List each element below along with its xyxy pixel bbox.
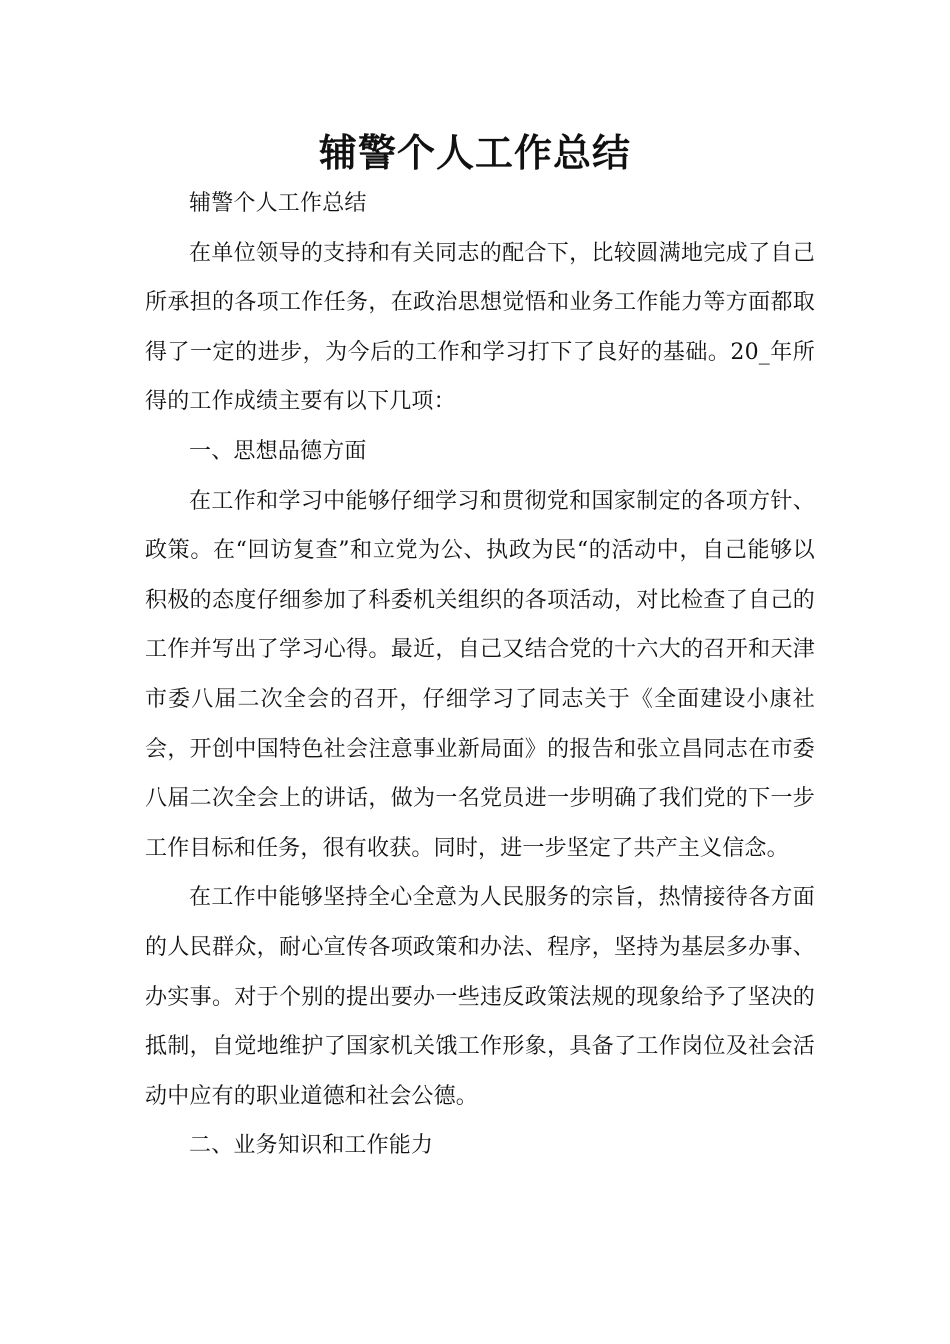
paragraph-subtitle: 辅警个人工作总结 <box>189 191 367 216</box>
paragraph-service: 在工作中能够坚持全心全意为人民服务的宗旨，热情接待各方面的人民群众，耐心宣传各项政策和办法、程序，坚持为基层多办事、办实事。对于个别的提出要办一些违反政策法规的现象给予了坚决的抵制，自觉地维护了国家机关饿工作形象，具备了工作岗位及社会活动中应有的职业道德和社会公德。 <box>145 885 815 1109</box>
section-heading-2: 二、业务知识和工作能力 <box>189 1133 434 1159</box>
document-body <box>145 179 815 1171</box>
paragraph-ideology: 在工作和学习中能够仔细学习和贯彻党和国家制定的各项方针、政策。在“回访复查”和立党为公、执政为民“的活动中，自己能够以积极的态度仔细参加了科委机关组织的各项活动，对比检查了自己的工作并写出了学习心得。最近，自己又结合党的十六大的召开和天津市委八届二次全会的召开，仔细学习了同志关于《全面建设小康社会，开创中国特色社会注意事业新局面》的报告和张立昌同志在市委八届二次全会上的讲话，做为一名党员进一步明确了我们党的下一步工作目标和任务，很有收获。同时，进一步坚定了共产主义信念。 <box>145 488 815 861</box>
paragraph-intro: 在单位领导的支持和有关同志的配合下，比较圆满地完成了自己所承担的各项工作任务，在政治思想觉悟和业务工作能力等方面都取得了一定的进步，为今后的工作和学习打下了良好的基础。20_年所得的工作成绩主要有以下几项： <box>145 240 815 415</box>
document-title: 辅警个人工作总结 <box>318 131 631 175</box>
section-heading-1: 一、思想品德方面 <box>189 438 367 464</box>
